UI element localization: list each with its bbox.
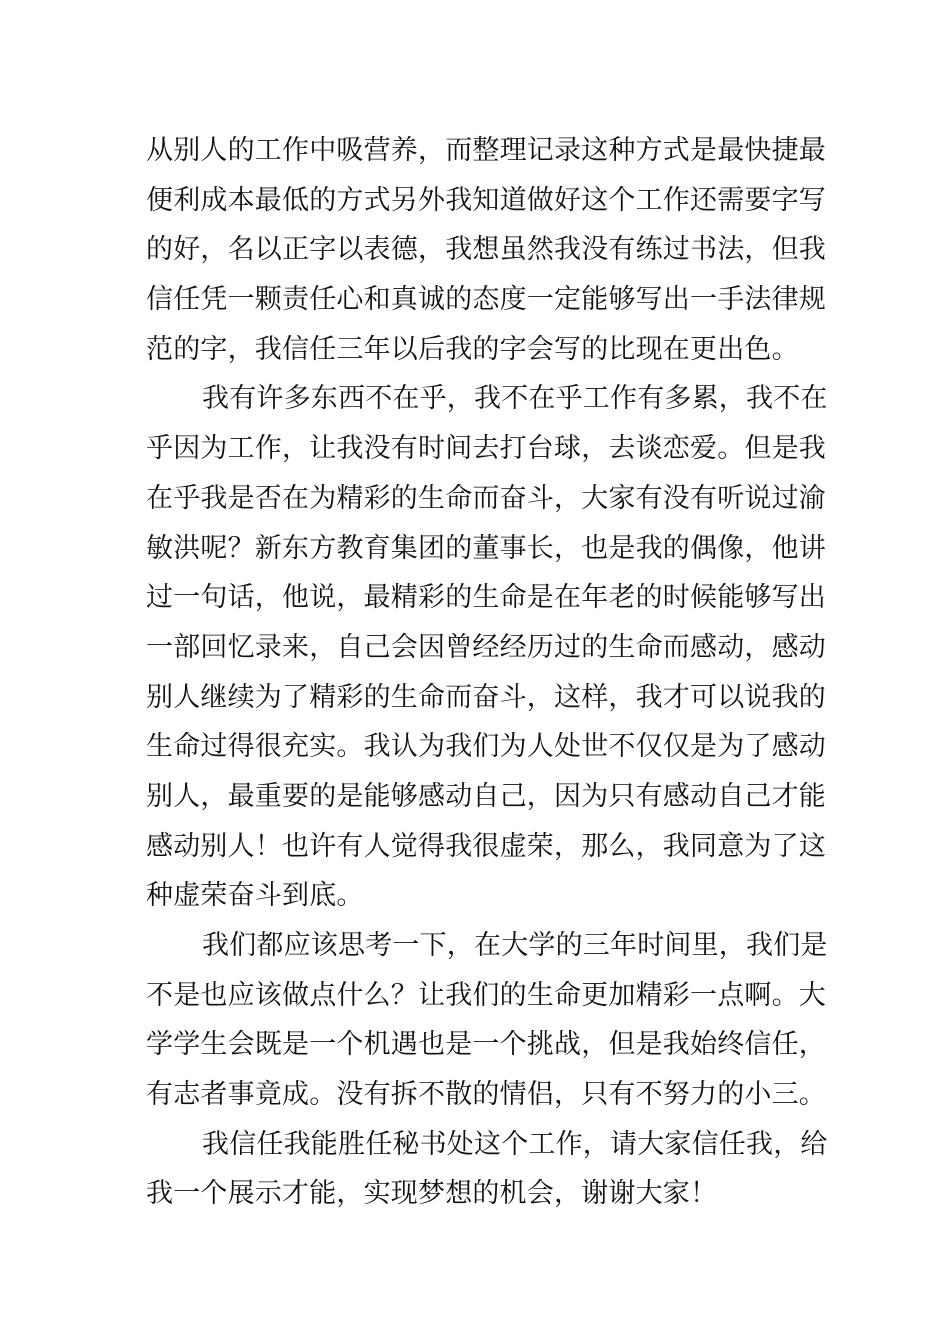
text-line: 有志者事竟成。没有拆不散的情侣，只有不努力的小三。	[146, 1079, 826, 1111]
text-line: 乎因为工作，让我没有时间去打台球，去谈恋爱。但是我	[146, 433, 826, 465]
text-line: 感动别人！也许有人觉得我很虚荣，那么，我同意为了这	[146, 830, 826, 862]
text-line: 范的字，我信任三年以后我的字会写的比现在更出色。	[146, 333, 799, 365]
text-line: 在乎我是否在为精彩的生命而奋斗，大家有没有听说过渝	[146, 482, 826, 514]
paragraph	[146, 1120, 828, 1219]
text-line: 过一句话，他说，最精彩的生命是在年老的时候能够写出	[146, 582, 826, 614]
paragraph	[146, 374, 828, 921]
text-line: 种虚荣奋斗到底。	[146, 880, 364, 912]
text-line: 我信任我能胜任秘书处这个工作，请大家信任我，给	[202, 1128, 828, 1160]
paragraph	[146, 126, 826, 374]
text-line: 的好，名以正字以表德，我想虽然我没有练过书法，但我	[146, 234, 826, 266]
text-line: 信任凭一颗责任心和真诚的态度一定能够写出一手法律规	[146, 284, 826, 316]
text-line: 别人，最重要的是能够感动自己，因为只有感动自己才能	[146, 780, 826, 812]
text-line: 敏洪呢？新东方教育集团的董事长，也是我的偶像，他讲	[146, 532, 826, 564]
text-line: 从别人的工作中吸营养，而整理记录这种方式是最快捷最	[146, 135, 826, 166]
text-line: 别人继续为了精彩的生命而奋斗，这样，我才可以说我的	[146, 681, 826, 713]
text-line: 生命过得很充实。我认为我们为人处世不仅仅是为了感动	[146, 731, 826, 763]
body-text	[146, 126, 828, 1219]
text-line: 一部回忆录来，自己会因曾经经历过的生命而感动，感动	[146, 631, 826, 663]
text-line: 我们都应该思考一下，在大学的三年时间里，我们是	[202, 930, 828, 961]
paragraph	[146, 921, 828, 1120]
text-line: 我一个展示才能，实现梦想的机会，谢谢大家！	[146, 1178, 718, 1210]
text-line: 不是也应该做点什么？让我们的生命更加精彩一点啊。大	[146, 979, 826, 1011]
text-line: 我有许多东西不在乎，我不在乎工作有多累，我不在	[202, 383, 828, 415]
text-line: 便利成本最低的方式另外我知道做好这个工作还需要字写	[146, 184, 826, 216]
text-line: 学学生会既是一个机遇也是一个挑战，但是我始终信任，	[146, 1029, 826, 1061]
